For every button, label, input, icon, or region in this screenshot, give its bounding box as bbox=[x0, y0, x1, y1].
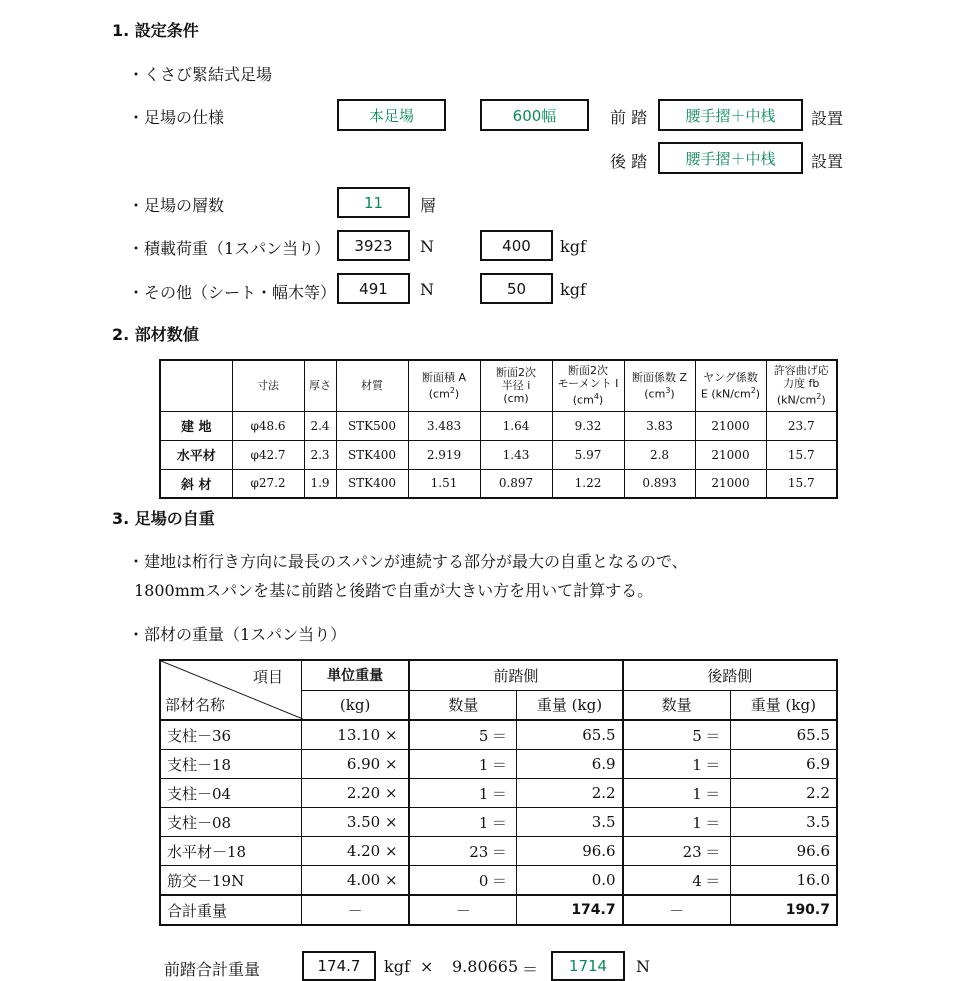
table-row: 水平材 φ42.7 2.3 STK400 2.919 1.43 5.97 2.8 21000 15.7 bbox=[160, 440, 837, 469]
front-header: 前踏側 bbox=[409, 660, 622, 690]
load-n-box[interactable]: 3923 bbox=[337, 230, 410, 261]
layers-unit: 層 bbox=[420, 196, 437, 215]
front-weight-header: 重量 (kg) bbox=[517, 690, 623, 720]
weight-table bbox=[159, 659, 838, 926]
front-label: 前 踏 bbox=[610, 108, 648, 127]
other-n-box[interactable]: 491 bbox=[337, 273, 410, 304]
front-suffix: 設置 bbox=[811, 109, 844, 128]
spec-width-box[interactable]: 600幅 bbox=[480, 99, 589, 131]
rear-suffix: 設置 bbox=[811, 152, 844, 171]
member-table bbox=[159, 359, 838, 499]
header-young: ヤング係数 E $(kN/cm^2)$ bbox=[695, 360, 766, 411]
bottom-factor: 9.80665 bbox=[452, 957, 519, 976]
table-row: 建 地 φ48.6 2.4 STK500 3.483 1.64 9.32 3.83 21000 23.7 bbox=[160, 411, 837, 440]
section2-title: 2. 部材数値 bbox=[112, 325, 199, 344]
table-row: 斜 材 φ27.2 1.9 STK400 1.51 0.897 1.22 0.893 21000 15.7 bbox=[160, 469, 837, 498]
bottom-label: 前踏合計重量 bbox=[164, 960, 261, 979]
header-size: 寸法 bbox=[232, 360, 304, 411]
section3-title: 3. 足場の自重 bbox=[112, 509, 215, 528]
load-label: ・積載荷重（1スパン当り） bbox=[128, 239, 331, 258]
load-kgf-unit: kgf bbox=[560, 237, 586, 256]
other-label: ・その他（シート・幅木等） bbox=[128, 283, 337, 302]
bottom-value-box[interactable]: 174.7 bbox=[302, 951, 376, 981]
rear-header: 後踏側 bbox=[623, 660, 837, 690]
spec-label: ・足場の仕様 bbox=[128, 108, 225, 127]
note-line-2: 1800mmスパンを基に前踏と後踏で自重が大きい方を用いて計算する。 bbox=[134, 581, 654, 600]
corner-cell bbox=[160, 360, 232, 411]
bottom-unit: kgf bbox=[384, 957, 410, 976]
bottom-eq: ＝ bbox=[522, 960, 539, 979]
total-front: 174.7 bbox=[517, 895, 623, 925]
table-row: 支柱－08 3.50 × 1 ＝ 3.5 1 ＝ 3.5 bbox=[160, 808, 837, 837]
other-n-unit: N bbox=[420, 280, 434, 299]
rear-weight-header: 重量 (kg) bbox=[730, 690, 837, 720]
rear-value-box[interactable]: 腰手摺＋中桟 bbox=[658, 142, 803, 174]
table-row: 支柱－04 2.20 × 1 ＝ 2.2 1 ＝ 2.2 bbox=[160, 779, 837, 808]
layers-box[interactable]: 11 bbox=[337, 187, 410, 218]
scaffold-type: ・くさび緊結式足場 bbox=[128, 65, 273, 84]
header-material: 材質 bbox=[336, 360, 408, 411]
item-header: 項目 bbox=[252, 668, 283, 686]
bottom-result-unit: N bbox=[636, 957, 650, 976]
rear-qty-header: 数量 bbox=[623, 690, 731, 720]
bottom-op: × bbox=[420, 957, 434, 976]
load-n-unit: N bbox=[420, 237, 434, 256]
diagonal-header-cell bbox=[160, 660, 302, 720]
other-kgf-unit: kgf bbox=[560, 280, 586, 299]
rear-label: 後 踏 bbox=[610, 152, 648, 171]
header-allow: 許容曲げ応 力度 fb $(kN/cm^2)$ bbox=[766, 360, 837, 411]
front-value-box[interactable]: 腰手摺＋中桟 bbox=[658, 99, 803, 131]
note-line-1: ・建地は桁行き方向に最長のスパンが連続する部分が最大の自重となるので、 bbox=[128, 552, 688, 571]
name-header: 部材名称 bbox=[165, 696, 226, 714]
spec-type-box[interactable]: 本足場 bbox=[337, 99, 446, 131]
header-modulus: 断面係数 Z $(cm^3)$ bbox=[624, 360, 695, 411]
unit-sub-header: (kg) bbox=[302, 690, 410, 720]
header-moment: 断面2次 モーメント I $(cm^4)$ bbox=[552, 360, 624, 411]
unit-header: 単位重量 bbox=[302, 660, 410, 690]
section1-title: 1. 設定条件 bbox=[112, 21, 199, 40]
other-kgf-box[interactable]: 50 bbox=[480, 273, 553, 304]
total-rear: 190.7 bbox=[730, 895, 837, 925]
table-row: 支柱－36 13.10 × 5 ＝ 65.5 5 ＝ 65.5 bbox=[160, 720, 837, 750]
header-area: 断面積 A $(cm^2)$ bbox=[408, 360, 480, 411]
layers-label: ・足場の層数 bbox=[128, 196, 225, 215]
header-radius: 断面2次 半径 i (cm) bbox=[480, 360, 552, 411]
weight-label: ・部材の重量（1スパン当り） bbox=[128, 625, 347, 644]
table-row: 支柱－18 6.90 × 1 ＝ 6.9 1 ＝ 6.9 bbox=[160, 750, 837, 779]
table-row: 筋交－19N 4.00 × 0 ＝ 0.0 4 ＝ 16.0 bbox=[160, 866, 837, 896]
load-kgf-box[interactable]: 400 bbox=[480, 230, 553, 261]
table-row: 水平材－18 4.20 × 23 ＝ 96.6 23 ＝ 96.6 bbox=[160, 837, 837, 866]
front-qty-header: 数量 bbox=[409, 690, 517, 720]
header-thickness: 厚さ bbox=[304, 360, 336, 411]
total-row: 合計重量 － － 174.7 － 190.7 bbox=[160, 895, 837, 925]
bottom-result-box[interactable]: 1714 bbox=[551, 951, 625, 981]
total-label: 合計重量 bbox=[160, 895, 302, 925]
